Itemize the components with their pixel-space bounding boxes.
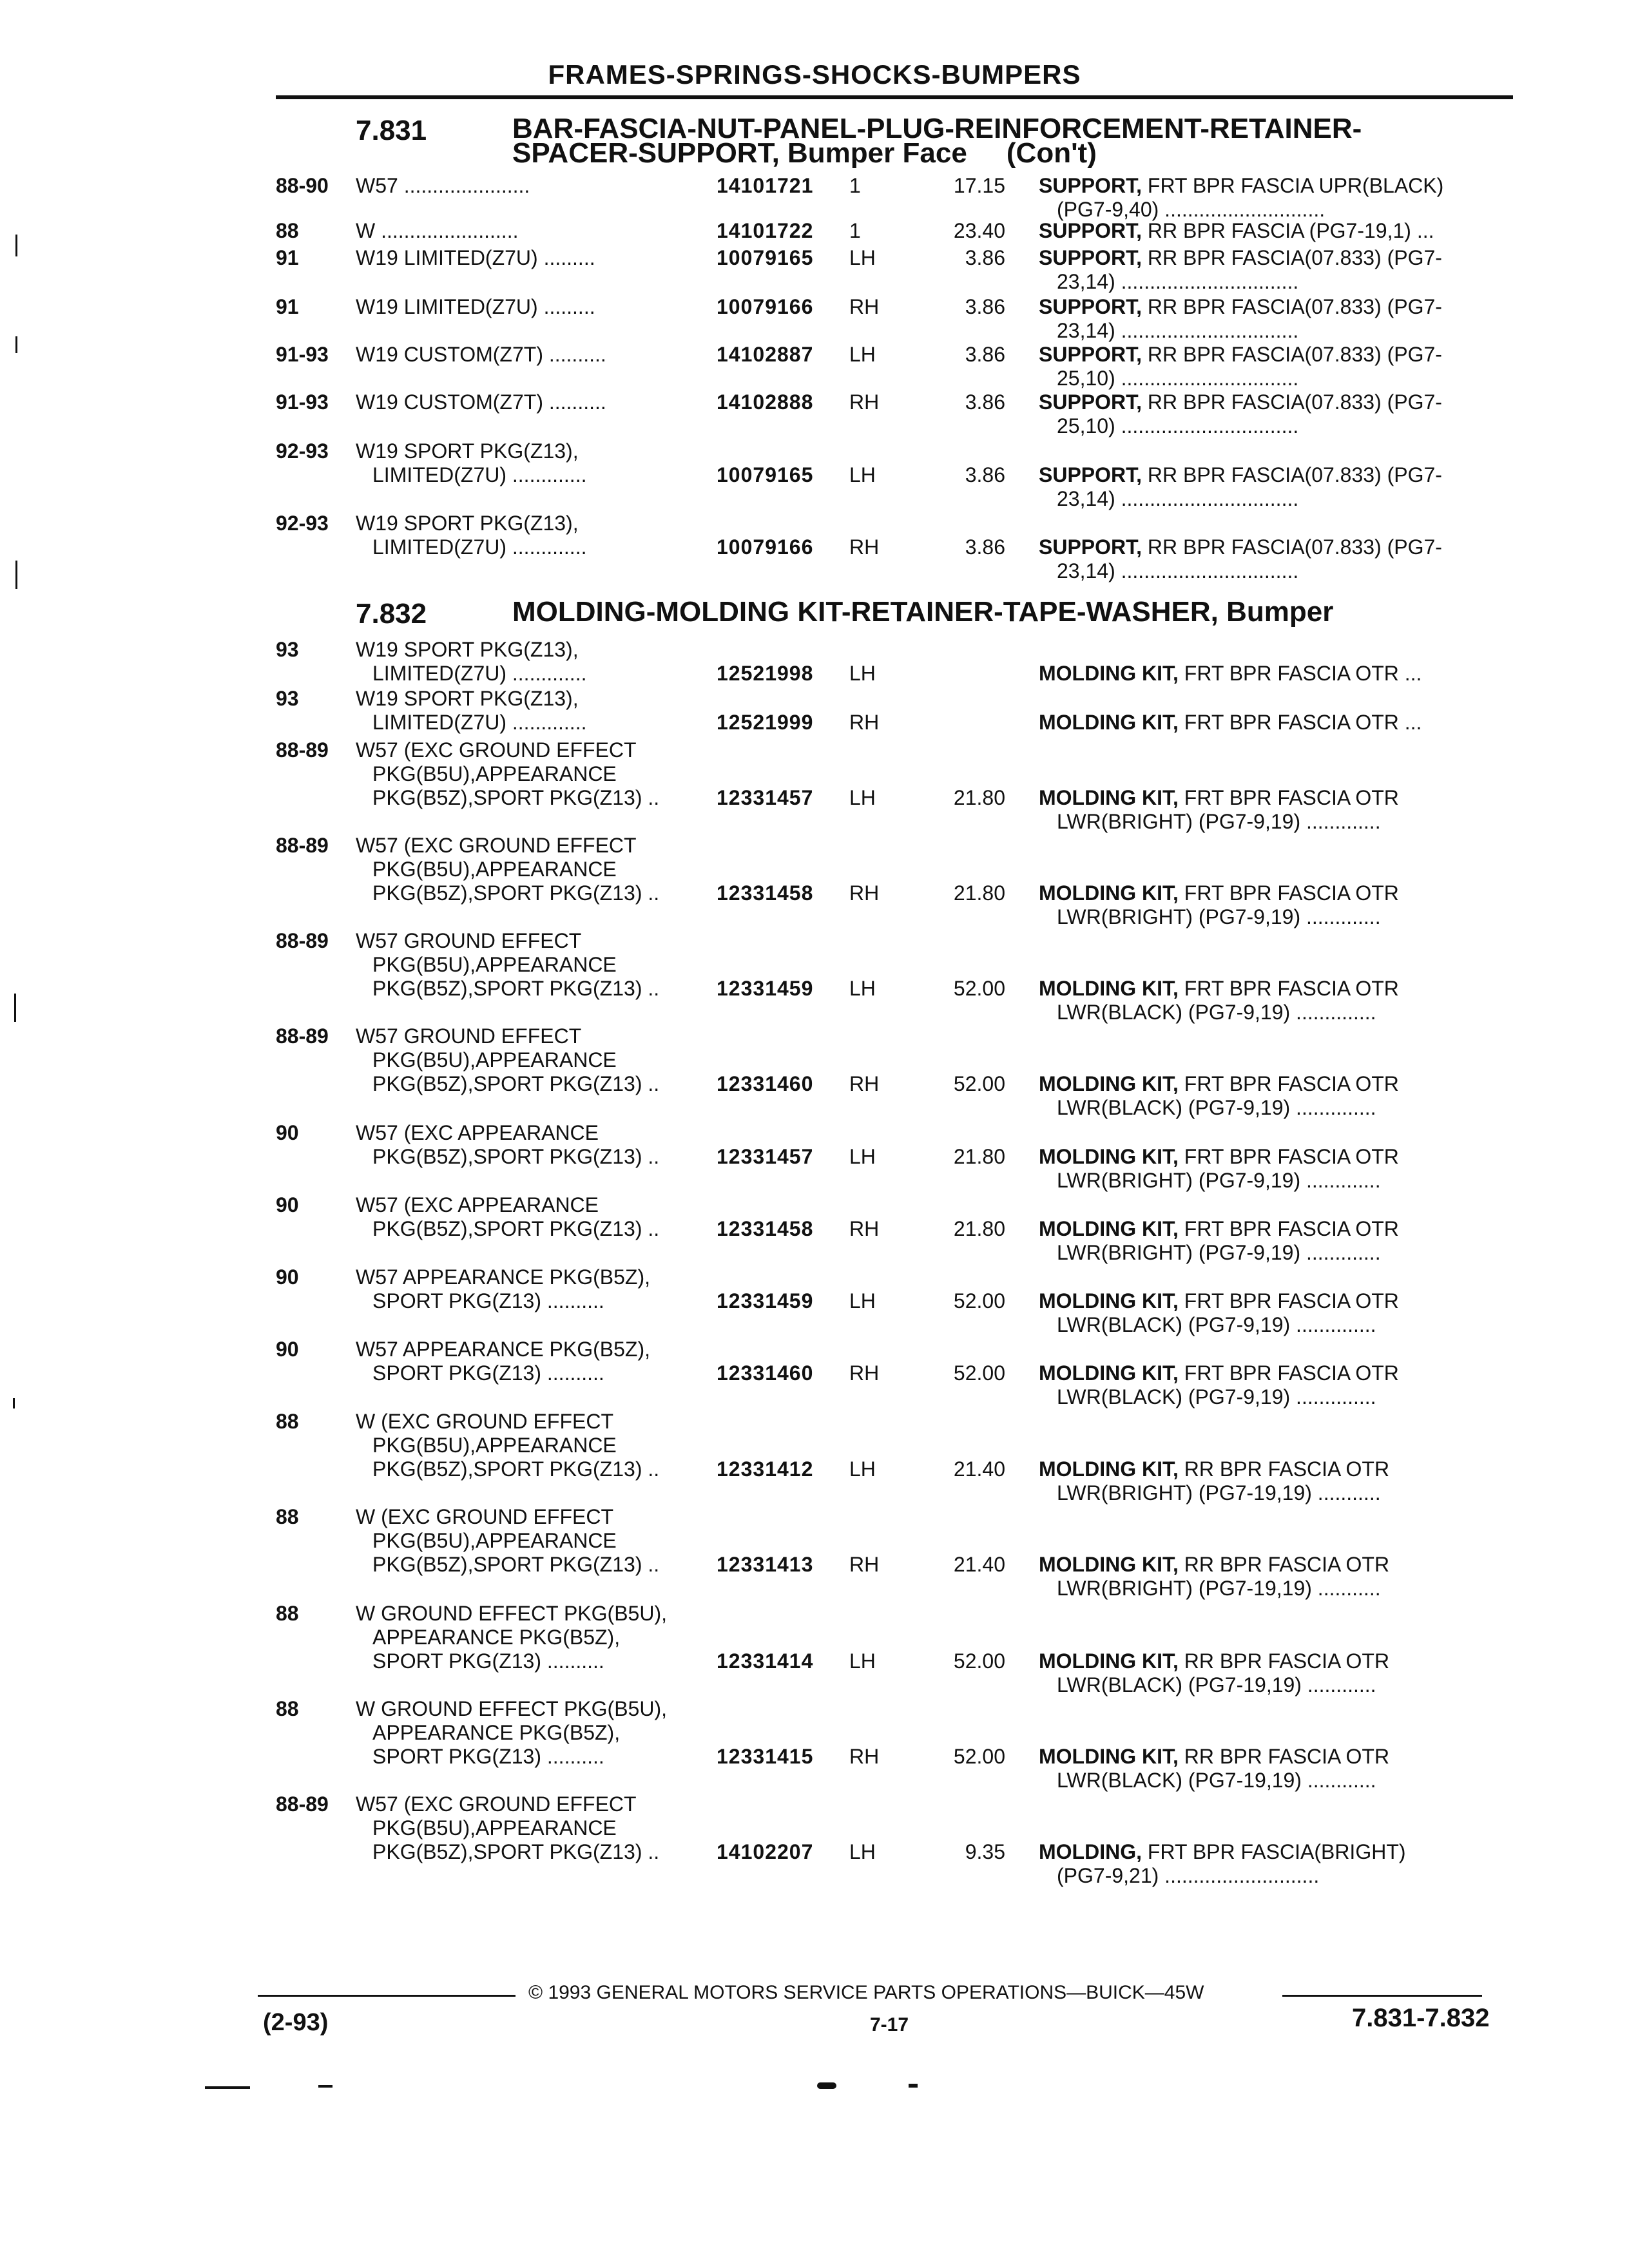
part-name: SUPPORT, [1039,174,1142,197]
part-number: 12521998 [717,662,814,685]
model-description: PKG(B5Z),SPORT PKG(Z13) .. [372,1840,660,1863]
part-detail: FRT BPR FASCIA OTR [1184,1217,1399,1240]
model-year: 88-89 [276,834,329,857]
quantity: LH [849,1457,876,1481]
part-description [1039,463,1442,487]
model-year: 88-89 [276,1024,329,1048]
part-number: 14102888 [717,390,814,414]
quantity: RH [849,881,880,905]
part-detail: RR BPR FASCIA(07.833) (PG7- [1147,535,1442,559]
model-description: W57 APPEARANCE PKG(B5Z), [356,1338,651,1361]
model-year: 91-93 [276,343,329,366]
quantity: RH [849,1745,880,1768]
model-year: 90 [276,1121,299,1144]
part-name: MOLDING KIT, [1039,711,1179,734]
quantity: RH [849,295,880,318]
part-description [1039,1072,1399,1096]
price: 52.00 [953,977,1005,1000]
model-description: W ........................ [356,219,519,242]
part-description-continued: LWR(BRIGHT) (PG7-9,19) ............. [1057,810,1381,833]
quantity: LH [849,786,876,809]
part-number: 12331415 [717,1745,814,1768]
part-detail: RR BPR FASCIA OTR [1184,1553,1390,1576]
quantity: RH [849,390,880,414]
part-number: 12331413 [717,1553,814,1576]
model-description: PKG(B5Z),SPORT PKG(Z13) .. [372,1457,660,1481]
part-detail: RR BPR FASCIA (PG7-19,1) ... [1147,219,1434,242]
model-description: PKG(B5U),APPEARANCE [372,762,617,785]
part-name: MOLDING KIT, [1039,1745,1179,1768]
part-detail: RR BPR FASCIA(07.833) (PG7- [1147,295,1442,318]
model-description: LIMITED(Z7U) ............. [372,463,587,486]
price: 3.86 [965,295,1005,318]
scan-mark [205,2086,250,2089]
price: 21.40 [953,1553,1005,1576]
model-description: LIMITED(Z7U) ............. [372,662,587,685]
part-description [1039,246,1442,270]
quantity: LH [849,246,876,269]
price: 17.15 [953,174,1005,197]
part-description-continued: LWR(BLACK) (PG7-9,19) .............. [1057,1313,1376,1336]
price: 23.40 [953,219,1005,242]
part-number: 12331459 [717,1289,814,1312]
price: 21.80 [953,1145,1005,1168]
section-number: 7.831 [356,115,427,146]
model-year: 88-89 [276,1792,329,1816]
part-description [1039,662,1422,686]
model-description: W (EXC GROUND EFFECT [356,1505,613,1528]
part-detail: FRT BPR FASCIA OTR [1184,1145,1399,1168]
part-detail: FRT BPR FASCIA(BRIGHT) [1147,1840,1406,1863]
footer-rule-right [1282,1995,1482,1997]
price: 52.00 [953,1289,1005,1312]
model-description: APPEARANCE PKG(B5Z), [372,1626,621,1649]
model-description: PKG(B5Z),SPORT PKG(Z13) .. [372,1072,660,1095]
part-detail: FRT BPR FASCIA OTR ... [1184,662,1422,685]
price: 52.00 [953,1361,1005,1385]
model-description: PKG(B5Z),SPORT PKG(Z13) .. [372,786,660,809]
part-description-continued: LWR(BRIGHT) (PG7-19,19) ........... [1057,1577,1381,1600]
scan-mark [817,2082,836,2089]
model-description: SPORT PKG(Z13) .......... [372,1361,604,1385]
section-title-line: MOLDING-MOLDING KIT-RETAINER-TAPE-WASHER, Bumper [512,596,1334,628]
model-year: 90 [276,1193,299,1216]
model-description: SPORT PKG(Z13) .......... [372,1289,604,1312]
model-description: PKG(B5U),APPEARANCE [372,1434,617,1457]
part-detail: FRT BPR FASCIA OTR [1184,786,1399,809]
part-detail: FRT BPR FASCIA OTR [1184,1361,1399,1385]
part-name: MOLDING KIT, [1039,1072,1179,1095]
model-year: 88-90 [276,174,329,197]
price: 3.86 [965,246,1005,269]
section-number: 7.832 [356,598,427,629]
part-number: 10079165 [717,246,814,269]
part-number: 14101722 [717,219,814,242]
part-description [1039,977,1399,1001]
part-number: 12331412 [717,1457,814,1481]
model-year: 93 [276,638,299,661]
model-description: W19 LIMITED(Z7U) ......... [356,246,595,269]
model-year: 90 [276,1265,299,1289]
part-description-continued: 23,14) ............................... [1057,319,1299,342]
part-name: MOLDING KIT, [1039,1649,1179,1673]
footer-rule-left [258,1995,516,1997]
part-name: SUPPORT, [1039,463,1142,486]
model-description: W19 LIMITED(Z7U) ......... [356,295,595,318]
model-description: PKG(B5Z),SPORT PKG(Z13) .. [372,977,660,1000]
model-description: APPEARANCE PKG(B5Z), [372,1721,621,1744]
model-year: 88 [276,1505,299,1528]
part-number: 12331460 [717,1072,814,1095]
quantity: LH [849,1649,876,1673]
part-name: SUPPORT, [1039,219,1142,242]
part-detail: RR BPR FASCIA OTR [1184,1457,1390,1481]
model-description: W57 GROUND EFFECT [356,1024,582,1048]
model-year: 92-93 [276,512,329,535]
part-description-continued: LWR(BLACK) (PG7-9,19) .............. [1057,1001,1376,1024]
quantity: RH [849,1361,880,1385]
page-number: 7-17 [870,2014,909,2035]
quantity: LH [849,343,876,366]
part-description [1039,1289,1399,1313]
model-year: 90 [276,1338,299,1361]
quantity: LH [849,463,876,486]
part-description [1039,786,1399,810]
model-description: W57 (EXC APPEARANCE [356,1121,599,1144]
part-description [1039,219,1434,243]
part-description-continued: LWR(BRIGHT) (PG7-19,19) ........... [1057,1481,1381,1504]
model-description: W57 (EXC GROUND EFFECT [356,1792,637,1816]
part-description-continued: LWR(BRIGHT) (PG7-9,19) ............. [1057,905,1381,928]
part-description [1039,711,1422,735]
part-name: MOLDING KIT, [1039,1289,1179,1312]
price: 3.86 [965,390,1005,414]
price: 21.80 [953,881,1005,905]
model-description: LIMITED(Z7U) ............. [372,535,587,559]
part-description [1039,1457,1389,1481]
part-number: 14101721 [717,174,814,197]
part-description-continued: LWR(BRIGHT) (PG7-9,19) ............. [1057,1241,1381,1264]
part-description [1039,1649,1389,1673]
part-number: 14102207 [717,1840,814,1863]
part-description [1039,343,1442,367]
model-description: PKG(B5U),APPEARANCE [372,1529,617,1552]
part-number: 12331458 [717,881,814,905]
model-year: 88-89 [276,738,329,762]
model-description: SPORT PKG(Z13) .......... [372,1745,604,1768]
part-description-continued: 23,14) ............................... [1057,487,1299,510]
part-detail: RR BPR FASCIA(07.833) (PG7- [1147,463,1442,486]
quantity: 1 [849,174,861,197]
quantity: LH [849,662,876,685]
model-year: 88 [276,1602,299,1625]
section-range: 7.831-7.832 [1352,2004,1490,2032]
part-detail: FRT BPR FASCIA OTR [1184,881,1399,905]
quantity: LH [849,1840,876,1863]
part-description-continued: (PG7-9,21) ........................... [1057,1864,1320,1887]
model-description: W19 CUSTOM(Z7T) .......... [356,390,606,414]
model-description: W GROUND EFFECT PKG(B5U), [356,1697,667,1720]
part-description-continued: LWR(BRIGHT) (PG7-9,19) ............. [1057,1169,1381,1192]
quantity: 1 [849,219,861,242]
model-description: PKG(B5Z),SPORT PKG(Z13) .. [372,1217,660,1240]
part-description-continued: 25,10) ............................... [1057,367,1299,390]
part-number: 10079165 [717,463,814,486]
model-description: W19 SPORT PKG(Z13), [356,638,579,661]
price: 3.86 [965,535,1005,559]
model-description: PKG(B5Z),SPORT PKG(Z13) .. [372,881,660,905]
part-description-continued: 25,10) ............................... [1057,414,1299,437]
quantity: LH [849,977,876,1000]
part-description [1039,1217,1399,1241]
part-number: 12331460 [717,1361,814,1385]
quantity: RH [849,1217,880,1240]
part-detail: RR BPR FASCIA OTR [1184,1649,1390,1673]
model-year: 88 [276,1697,299,1720]
date-code: (2-93) [263,2009,329,2036]
part-detail: FRT BPR FASCIA OTR [1184,1072,1399,1095]
part-name: MOLDING KIT, [1039,1145,1179,1168]
part-name: MOLDING KIT, [1039,1553,1179,1576]
part-name: SUPPORT, [1039,535,1142,559]
part-detail: FRT BPR FASCIA OTR [1184,1289,1399,1312]
model-description: PKG(B5U),APPEARANCE [372,953,617,976]
model-description: W19 SPORT PKG(Z13), [356,687,579,710]
scan-mark [15,561,17,589]
model-description: W19 SPORT PKG(Z13), [356,439,579,463]
part-name: MOLDING, [1039,1840,1142,1863]
part-description [1039,390,1442,414]
model-year: 91-93 [276,390,329,414]
part-description-continued: LWR(BLACK) (PG7-19,19) ............ [1057,1673,1376,1696]
model-description: PKG(B5Z),SPORT PKG(Z13) .. [372,1553,660,1576]
part-name: MOLDING KIT, [1039,1217,1179,1240]
part-description-continued: LWR(BLACK) (PG7-9,19) .............. [1057,1096,1376,1119]
part-name: MOLDING KIT, [1039,881,1179,905]
price: 52.00 [953,1745,1005,1768]
part-name: SUPPORT, [1039,295,1142,318]
model-year: 88 [276,1410,299,1433]
price: 21.80 [953,786,1005,809]
part-number: 12521999 [717,711,814,734]
part-description [1039,881,1399,905]
price: 21.40 [953,1457,1005,1481]
section-title-line: SPACER-SUPPORT, Bumper Face (Con't) [512,137,1097,169]
part-description [1039,1553,1389,1577]
price: 9.35 [965,1840,1005,1863]
price: 21.80 [953,1217,1005,1240]
model-description: PKG(B5U),APPEARANCE [372,1048,617,1072]
part-name: MOLDING KIT, [1039,786,1179,809]
part-description [1039,1745,1389,1769]
price: 3.86 [965,463,1005,486]
part-name: MOLDING KIT, [1039,1361,1179,1385]
part-description [1039,1145,1399,1169]
scan-mark [909,2084,918,2088]
part-description [1039,295,1442,319]
part-number: 12331459 [717,977,814,1000]
part-detail: FRT BPR FASCIA UPR(BLACK) [1147,174,1444,197]
model-description: W (EXC GROUND EFFECT [356,1410,613,1433]
part-detail: RR BPR FASCIA OTR [1184,1745,1390,1768]
part-description [1039,1361,1399,1385]
model-year: 91 [276,246,299,269]
part-description-continued: 23,14) ............................... [1057,559,1299,582]
part-detail: RR BPR FASCIA(07.833) (PG7- [1147,390,1442,414]
part-name: MOLDING KIT, [1039,977,1179,1000]
scan-mark [15,336,17,353]
copyright-line: © 1993 GENERAL MOTORS SERVICE PARTS OPERATIONS—BUICK—45W [528,1982,1204,2003]
part-number: 12331457 [717,786,814,809]
part-name: SUPPORT, [1039,343,1142,366]
model-description: W19 CUSTOM(Z7T) .......... [356,343,606,366]
part-detail: FRT BPR FASCIA OTR [1184,977,1399,1000]
model-description: W57 (EXC GROUND EFFECT [356,834,637,857]
model-description: W57 ...................... [356,174,530,197]
part-number: 14102887 [717,343,814,366]
model-description: PKG(B5Z),SPORT PKG(Z13) .. [372,1145,660,1168]
part-description [1039,535,1442,559]
model-description: W57 GROUND EFFECT [356,929,582,952]
model-year: 91 [276,295,299,318]
price: 52.00 [953,1072,1005,1095]
part-description-continued: LWR(BLACK) (PG7-19,19) ............ [1057,1769,1376,1792]
scan-mark [13,1398,15,1408]
header-rule [276,95,1513,99]
part-description-continued: 23,14) ............................... [1057,270,1299,293]
model-year: 88-89 [276,929,329,952]
part-detail: RR BPR FASCIA(07.833) (PG7- [1147,343,1442,366]
part-number: 12331458 [717,1217,814,1240]
part-detail: FRT BPR FASCIA OTR ... [1184,711,1422,734]
part-name: SUPPORT, [1039,390,1142,414]
model-year: 93 [276,687,299,710]
part-description-continued: (PG7-9,40) ............................ [1057,198,1325,221]
part-description [1039,1840,1406,1864]
scan-mark [318,2085,333,2088]
price: 3.86 [965,343,1005,366]
model-description: W GROUND EFFECT PKG(B5U), [356,1602,667,1625]
model-description: LIMITED(Z7U) ............. [372,711,587,734]
quantity: LH [849,1145,876,1168]
model-description: PKG(B5U),APPEARANCE [372,858,617,881]
quantity: RH [849,535,880,559]
section-title-line: BAR-FASCIA-NUT-PANEL-PLUG-REINFORCEMENT-RETAINER- [512,113,1362,144]
model-description: W19 SPORT PKG(Z13), [356,512,579,535]
scan-mark [15,235,17,256]
part-number: 12331457 [717,1145,814,1168]
model-description: W57 (EXC APPEARANCE [356,1193,599,1216]
page-header-title: FRAMES-SPRINGS-SHOCKS-BUMPERS [548,59,1081,90]
model-description: SPORT PKG(Z13) .......... [372,1649,604,1673]
quantity: LH [849,1289,876,1312]
part-number: 10079166 [717,295,814,318]
scan-mark [14,994,16,1022]
quantity: RH [849,1553,880,1576]
part-name: SUPPORT, [1039,246,1142,269]
part-number: 12331414 [717,1649,814,1673]
price: 52.00 [953,1649,1005,1673]
quantity: RH [849,1072,880,1095]
part-name: MOLDING KIT, [1039,1457,1179,1481]
model-description: W57 APPEARANCE PKG(B5Z), [356,1265,651,1289]
part-detail: RR BPR FASCIA(07.833) (PG7- [1147,246,1442,269]
model-year: 92-93 [276,439,329,463]
model-description: PKG(B5U),APPEARANCE [372,1816,617,1840]
model-year: 88 [276,219,299,242]
part-number: 10079166 [717,535,814,559]
quantity: RH [849,711,880,734]
part-description-continued: LWR(BLACK) (PG7-9,19) .............. [1057,1385,1376,1408]
part-description [1039,174,1443,198]
model-description: W57 (EXC GROUND EFFECT [356,738,637,762]
part-name: MOLDING KIT, [1039,662,1179,685]
